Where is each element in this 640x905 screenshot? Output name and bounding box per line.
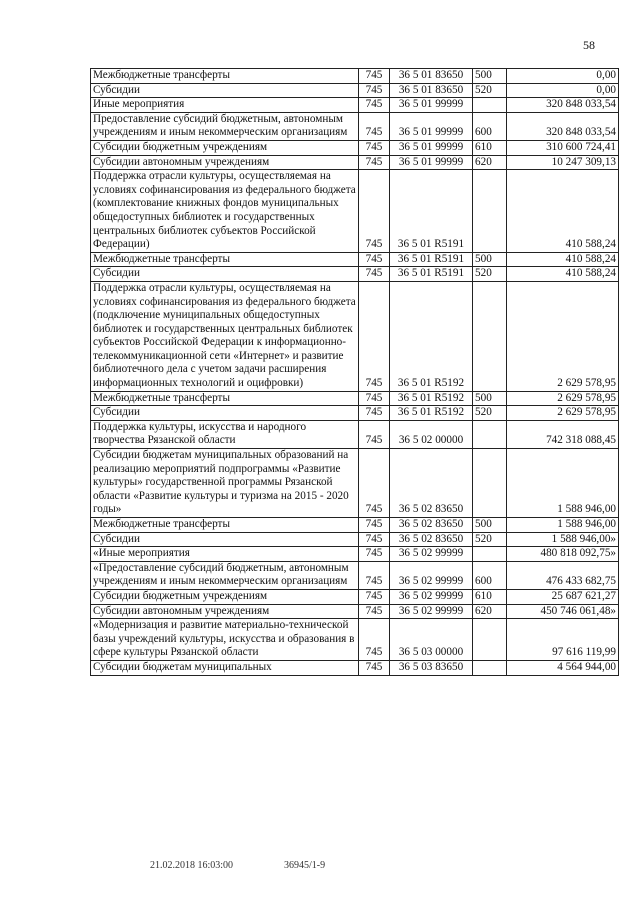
row-name-cell: Субсидии — [91, 267, 359, 282]
row-expense-type-cell: 520 — [473, 83, 507, 98]
row-target-article-cell: 36 5 01 83650 — [390, 69, 473, 84]
row-amount-cell: 4 564 944,00 — [507, 660, 619, 675]
row-target-article-cell: 36 5 02 00000 — [390, 420, 473, 448]
row-chapter-cell: 745 — [359, 449, 390, 518]
row-expense-type-cell: 610 — [473, 140, 507, 155]
row-target-article-cell: 36 5 02 99999 — [390, 547, 473, 562]
row-chapter-cell: 745 — [359, 561, 390, 589]
row-chapter-cell: 745 — [359, 420, 390, 448]
table-row — [91, 518, 619, 533]
budget-table — [90, 68, 619, 676]
row-target-article-cell: 36 5 01 99999 — [390, 155, 473, 170]
row-expense-type-cell: 600 — [473, 112, 507, 140]
row-name-cell: Субсидии бюджетам муниципальных образований на реализацию мероприятий подпрограммы «Развитие культуры» государственной программы Рязанской области «Развитие культуры и туризма на 2015 - 2020 годы» — [91, 449, 359, 518]
row-amount-cell: 1 588 946,00 — [507, 518, 619, 533]
table-row — [91, 660, 619, 675]
row-target-article-cell: 36 5 02 99999 — [390, 589, 473, 604]
table-row — [91, 69, 619, 84]
row-chapter-cell: 745 — [359, 112, 390, 140]
row-name-cell: Субсидии бюджетам муниципальных — [91, 660, 359, 675]
row-name-cell: Субсидии автономным учреждениям — [91, 604, 359, 619]
row-target-article-cell: 36 5 02 99999 — [390, 561, 473, 589]
row-name-cell: «Модернизация и развитие материально-технической базы учреждений культуры, искусства и образования в сфере культуры Рязанской области — [91, 619, 359, 661]
row-name-cell: Субсидии — [91, 532, 359, 547]
row-chapter-cell: 745 — [359, 589, 390, 604]
row-name-cell: Субсидии автономным учреждениям — [91, 155, 359, 170]
table-row — [91, 604, 619, 619]
table-row — [91, 252, 619, 267]
table-row — [91, 112, 619, 140]
table-row — [91, 267, 619, 282]
table-row — [91, 589, 619, 604]
row-target-article-cell: 36 5 01 R5192 — [390, 391, 473, 406]
row-chapter-cell: 745 — [359, 98, 390, 113]
row-expense-type-cell: 610 — [473, 589, 507, 604]
row-amount-cell: 450 746 061,48» — [507, 604, 619, 619]
row-chapter-cell: 745 — [359, 252, 390, 267]
row-name-cell: Межбюджетные трансферты — [91, 69, 359, 84]
row-amount-cell: 310 600 724,41 — [507, 140, 619, 155]
row-target-article-cell: 36 5 01 R5191 — [390, 252, 473, 267]
row-chapter-cell: 745 — [359, 391, 390, 406]
row-target-article-cell: 36 5 03 83650 — [390, 660, 473, 675]
row-chapter-cell: 745 — [359, 83, 390, 98]
table-row — [91, 391, 619, 406]
row-chapter-cell: 745 — [359, 660, 390, 675]
budget-table-body — [91, 69, 619, 676]
row-expense-type-cell: 620 — [473, 155, 507, 170]
table-row — [91, 155, 619, 170]
row-chapter-cell: 745 — [359, 155, 390, 170]
row-name-cell: Межбюджетные трансферты — [91, 518, 359, 533]
row-target-article-cell: 36 5 01 R5191 — [390, 170, 473, 253]
row-chapter-cell: 745 — [359, 532, 390, 547]
row-expense-type-cell — [473, 170, 507, 253]
table-row — [91, 420, 619, 448]
row-expense-type-cell: 520 — [473, 532, 507, 547]
row-amount-cell: 410 588,24 — [507, 170, 619, 253]
row-name-cell: Субсидии бюджетным учреждениям — [91, 140, 359, 155]
row-chapter-cell: 745 — [359, 170, 390, 253]
row-amount-cell: 0,00 — [507, 83, 619, 98]
row-target-article-cell: 36 5 01 99999 — [390, 98, 473, 113]
footer-datetime: 21.02.2018 16:03:00 — [150, 860, 234, 871]
row-expense-type-cell: 500 — [473, 69, 507, 84]
row-name-cell: Субсидии — [91, 83, 359, 98]
row-chapter-cell: 745 — [359, 604, 390, 619]
row-expense-type-cell: 500 — [473, 391, 507, 406]
row-target-article-cell: 36 5 02 83650 — [390, 518, 473, 533]
row-chapter-cell: 745 — [359, 406, 390, 421]
row-expense-type-cell — [473, 449, 507, 518]
table-row — [91, 83, 619, 98]
row-amount-cell: 97 616 119,99 — [507, 619, 619, 661]
row-name-cell: Субсидии бюджетным учреждениям — [91, 589, 359, 604]
row-expense-type-cell — [473, 98, 507, 113]
row-amount-cell: 476 433 682,75 — [507, 561, 619, 589]
row-expense-type-cell: 520 — [473, 267, 507, 282]
row-expense-type-cell — [473, 660, 507, 675]
row-amount-cell: 320 848 033,54 — [507, 112, 619, 140]
row-chapter-cell: 745 — [359, 547, 390, 562]
row-target-article-cell: 36 5 03 00000 — [390, 619, 473, 661]
row-target-article-cell: 36 5 02 83650 — [390, 532, 473, 547]
table-row — [91, 98, 619, 113]
row-name-cell: Поддержка отрасли культуры, осуществляемая на условиях софинансирования из федерального бюджета (подключение муниципальных общедоступных библиотек и государственных центральных библиотек субъектов Российской Федерации к информационно-телекоммуникационной сети «Интернет» и развитие библиотечного дела с учетом задачи расширения информационных технологий и оцифровки) — [91, 281, 359, 391]
table-row — [91, 532, 619, 547]
row-amount-cell: 320 848 033,54 — [507, 98, 619, 113]
row-name-cell: Субсидии — [91, 406, 359, 421]
row-target-article-cell: 36 5 02 99999 — [390, 604, 473, 619]
row-expense-type-cell: 500 — [473, 518, 507, 533]
row-expense-type-cell — [473, 619, 507, 661]
row-name-cell: «Предоставление субсидий бюджетным, автономным учреждениям и иным некоммерческим организациям — [91, 561, 359, 589]
row-target-article-cell: 36 5 01 83650 — [390, 83, 473, 98]
table-row — [91, 619, 619, 661]
row-amount-cell: 742 318 088,45 — [507, 420, 619, 448]
row-amount-cell: 2 629 578,95 — [507, 281, 619, 391]
row-name-cell: Межбюджетные трансферты — [91, 391, 359, 406]
row-chapter-cell: 745 — [359, 281, 390, 391]
row-target-article-cell: 36 5 01 R5192 — [390, 281, 473, 391]
footer-document-id: 36945/1-9 — [284, 860, 326, 871]
row-amount-cell: 2 629 578,95 — [507, 406, 619, 421]
row-chapter-cell: 745 — [359, 140, 390, 155]
row-expense-type-cell: 500 — [473, 252, 507, 267]
row-name-cell: Поддержка отрасли культуры, осуществляемая на условиях софинансирования из федерального бюджета (комплектование книжных фондов муниципальных общедоступных библиотек и государственных центральных библиотек субъектов Российской Федерации) — [91, 170, 359, 253]
row-amount-cell: 480 818 092,75» — [507, 547, 619, 562]
table-row — [91, 140, 619, 155]
page-number: 58 — [583, 38, 595, 52]
row-target-article-cell: 36 5 02 83650 — [390, 449, 473, 518]
row-expense-type-cell — [473, 547, 507, 562]
row-amount-cell: 410 588,24 — [507, 267, 619, 282]
row-chapter-cell: 745 — [359, 69, 390, 84]
table-row — [91, 547, 619, 562]
row-chapter-cell: 745 — [359, 518, 390, 533]
row-amount-cell: 410 588,24 — [507, 252, 619, 267]
row-target-article-cell: 36 5 01 R5192 — [390, 406, 473, 421]
row-target-article-cell: 36 5 01 99999 — [390, 140, 473, 155]
row-chapter-cell: 745 — [359, 619, 390, 661]
row-name-cell: Межбюджетные трансферты — [91, 252, 359, 267]
row-name-cell: Иные мероприятия — [91, 98, 359, 113]
row-expense-type-cell — [473, 420, 507, 448]
row-target-article-cell: 36 5 01 99999 — [390, 112, 473, 140]
row-expense-type-cell: 620 — [473, 604, 507, 619]
row-expense-type-cell: 600 — [473, 561, 507, 589]
row-amount-cell: 25 687 621,27 — [507, 589, 619, 604]
row-name-cell: Поддержка культуры, искусства и народного творчества Рязанской области — [91, 420, 359, 448]
row-amount-cell: 0,00 — [507, 69, 619, 84]
row-amount-cell: 1 588 946,00» — [507, 532, 619, 547]
table-row — [91, 449, 619, 518]
table-row — [91, 170, 619, 253]
row-amount-cell: 1 588 946,00 — [507, 449, 619, 518]
row-name-cell: «Иные мероприятия — [91, 547, 359, 562]
row-amount-cell: 10 247 309,13 — [507, 155, 619, 170]
table-row — [91, 281, 619, 391]
table-row — [91, 561, 619, 589]
row-expense-type-cell: 520 — [473, 406, 507, 421]
row-target-article-cell: 36 5 01 R5191 — [390, 267, 473, 282]
row-expense-type-cell — [473, 281, 507, 391]
row-chapter-cell: 745 — [359, 267, 390, 282]
row-amount-cell: 2 629 578,95 — [507, 391, 619, 406]
row-name-cell: Предоставление субсидий бюджетным, автономным учреждениям и иным некоммерческим организациям — [91, 112, 359, 140]
table-row — [91, 406, 619, 421]
